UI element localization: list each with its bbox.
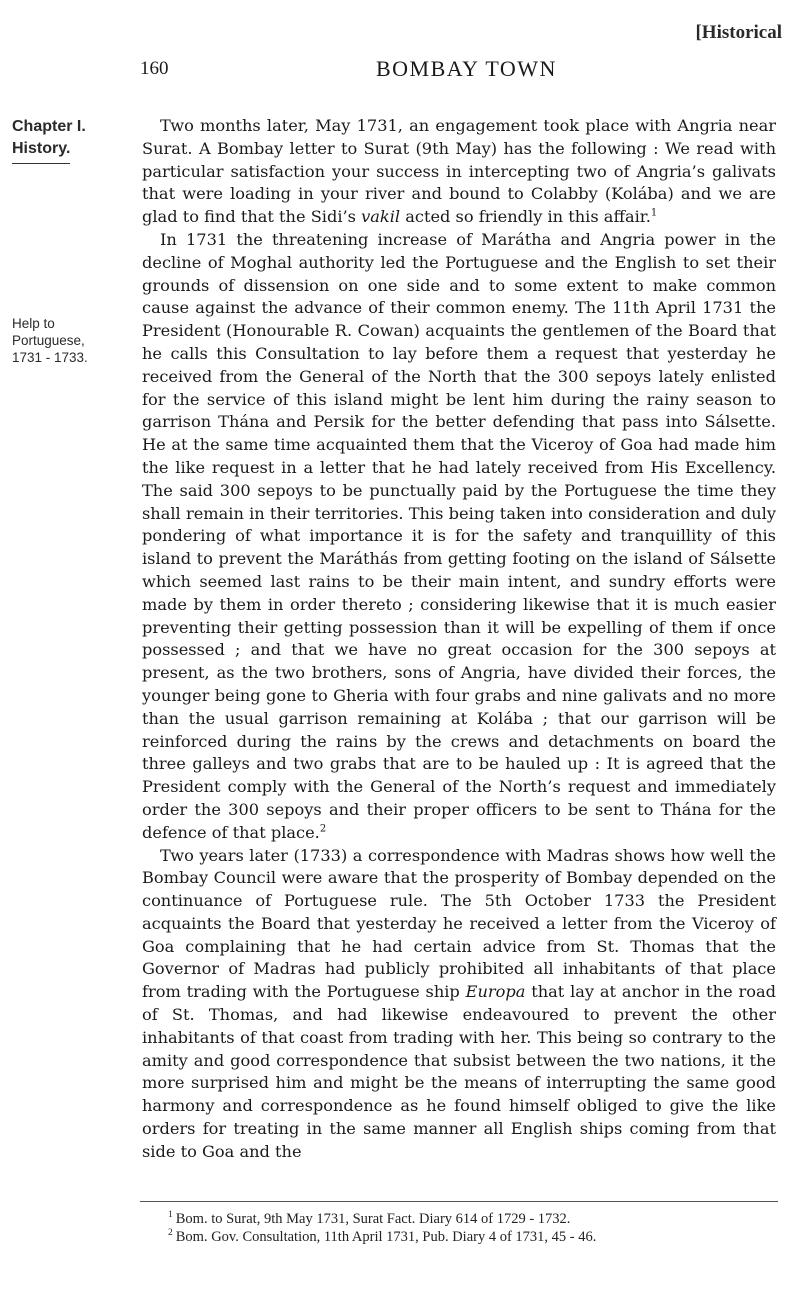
paragraph-text: that lay at anchor in the road of St. Thomas, and had likewise endeavoured to prevent the other inhabitants of that coast from trading with her. This being so contrary to the amity and good correspondence that subsist between the two nations, it the more surprised him and might be the means of interrupting the same good harmony and correspondence as he found himself obliged to give the like orders for treating in the same manner all English ships coming from that side to Goa and the (142, 982, 776, 1161)
paragraph (142, 115, 776, 229)
margin-chapter-label (12, 116, 128, 167)
footnote-text: Bom. Gov. Consultation, 11th April 1731, Pub. Diary 4 of 1731, 45 - 46. (175, 1229, 597, 1245)
page-number: 160 (140, 58, 169, 79)
running-section-header: [Historical (695, 22, 782, 43)
section-label: History. (12, 140, 71, 157)
paragraph (142, 229, 776, 845)
footnotes (168, 1210, 778, 1246)
topic-line: Portuguese, (12, 333, 85, 348)
paragraph-text: In 1731 the threatening increase of Marátha and Angria power in the decline of Moghal authority led the Portuguese and the English to set their grounds of dissension on one side and to some extent to make common cause against the advance of their common enemy. The 11th April 1731 the President (Honourable R. Cowan) acquaints the gentlemen of the Board that he calls this Consultation to lay before them a request that yesterday he received from the General of the North that the 300 sepoys lately enlisted for the service of this island might be lent him during the rainy season to garrison Thána and Persik for the better defending that pass into Sálsette. He at the same time acquainted them that the Viceroy of Goa had made him the like request in a letter that he had lately received from His Excellency. The said 300 sepoys to be punctually paid by the Portuguese the time they shall remain in their territories. This being taken into consideration and duly pondering of what importance it is for the safety and tranquillity of this island to prevent the Maráthás from getting footing on the island of Sálsette which seemed last rains to be their main intent, and sundry efforts were made by them in order thereto ; considering likewise that it is much easier preventing their getting possession than it will be expelling of them if once possessed ; and that we have no great occasion for the 300 sepoys at present, as the two brothers, sons of Angria, have divided their forces, the younger being gone to Gheria with four grabs and nine galivats and no more than the usual garrison remaining at Kolába ; that our garrison will be reinforced during the rains by the crews and detachments on board the three galleys and two grabs that are to be hauled up : It is agreed that the President comply with the General of the North’s request and immediately order the 300 sepoys and their proper officers to be sent to Thána for the defence of that place. (142, 229, 776, 842)
paragraph-text: Two years later (1733) a correspondence with Madras shows how well the Bombay Council were aware that the prosperity of Bombay depended on the continuance of Portuguese rule. The 5th October 1733 the President acquaints the Board that yesterday he received a letter from the Viceroy of Goa complaining that he had certain advice from St. Thomas that the Governor of Madras had publicly prohibited all inhabitants of that place from trading with the Portuguese ship (142, 845, 776, 1002)
body-text (142, 115, 776, 1164)
footnote-divider (140, 1201, 778, 1202)
topic-line: Help to (12, 316, 55, 331)
footnote-reference: 1 (650, 207, 658, 219)
italic-term: vakil (361, 207, 401, 227)
footnote-mark: 2 (168, 1228, 173, 1239)
footnote (168, 1228, 778, 1246)
footnote (168, 1210, 778, 1228)
margin-divider (12, 163, 70, 164)
running-title: BOMBAY TOWN (376, 56, 557, 81)
margin-topic-note (12, 315, 128, 366)
footnote-text: Bom. to Surat, 9th May 1731, Surat Fact. Diary 614 of 1729 - 1732. (175, 1211, 571, 1227)
footnote-reference: 2 (319, 823, 327, 835)
paragraph (142, 845, 776, 1164)
paragraph-text: Two months later, May 1731, an engagement took place with Angria near Surat. A Bombay letter to Surat (9th May) has the following : We read with particular satisfaction your success in intercepting two of Angria’s galivats that were loading in your river and bound to Colabby (Kolába) and we are glad to find that the Sidi’s (142, 116, 776, 227)
footnote-mark: 1 (168, 1210, 173, 1221)
chapter-label: Chapter I. (12, 118, 86, 135)
paragraph-text: acted so friendly in this affair. (400, 207, 651, 227)
italic-ship-name: Europa (465, 982, 526, 1002)
topic-line: 1731 - 1733. (12, 350, 88, 365)
